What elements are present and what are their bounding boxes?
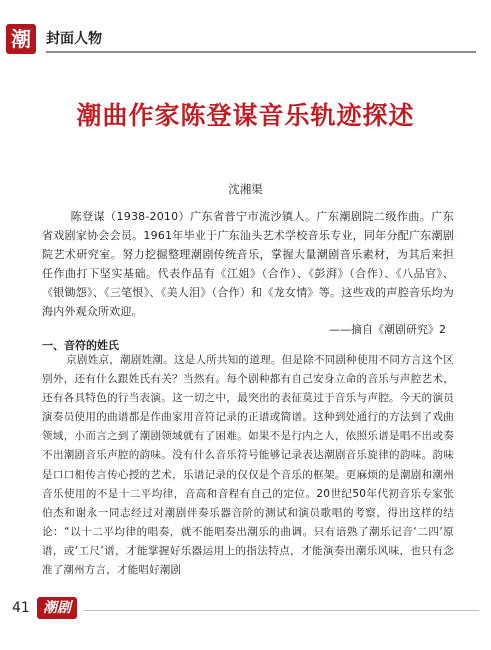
section-heading: 一、音符的姓氏: [42, 339, 119, 352]
author-bio: [42, 207, 454, 322]
article-body: [42, 351, 454, 580]
article-title: 潮曲作家陈登谋音乐轨迹探述: [76, 101, 415, 130]
page-number: 41: [12, 600, 30, 616]
body-paragraph: 京剧姓京，潮剧姓潮。这是人所共知的道理。但是除不同剧种使用不同方言这个区别外，还有什么跟姓氏有关？当然有。每个剧种都有自己安身立命的音乐与声腔艺术，还有各具特色的行当表演。这一切之中，最突出的表征莫过于音乐与声腔。今天的演员演奏员使用的曲谱都是作曲家用音符记录的正谱或简谱。这种到处通行的方法到了戏曲领域，小而言之到了潮剧领域就有了困难。如果不是行内之人，依照乐谱是唱不出或奏不出潮剧音乐声腔的韵味。没有什么音乐符号能够记录表达潮剧音乐旋律的韵味。韵味是口口相传言传心授的艺术，乐谱记录的仅仅是个音乐的框架。更麻烦的是潮剧和潮州音乐使用的不是十二平均律，音高和音程有自己的定位。20世纪50年代初音乐专家张伯杰和谢永一同志经过对潮剧伴奏乐器音阶的测试和演员歌唱的考察，得出这样的结论：“以十二平均律的唱奏，就不能唱奏出潮乐的曲调。只有谙熟了潮乐记音‘二四’原谱，或‘工尺’谱，才能掌握好乐器运用上的指法特点，才能演奏出潮乐风味，也只有念准了潮州方言，才能唱好潮剧: [42, 354, 454, 577]
footer-logo: 潮剧: [37, 597, 77, 619]
bio-paragraph: 陈登谋（1938-2010）广东省普宁市流沙镇人。广东潮剧院二级作曲。广东省戏剧家协会会员。1961年毕业于广东汕头艺术学校音乐专业，同年分配广东潮剧院艺术研究室。努力挖掘整理潮剧传统音乐，掌握大量潮剧音乐素材，为其后来担任作曲打下坚实基础。代表作品有《江姐》（合作）、《彭湃》（合作）、《八品官》、《银锄怨》、《三笔恨》、《美人泪》（合作）和《龙女情》等。这些戏的声腔音乐均为海内外观众所欢迎。: [42, 210, 454, 319]
citation: ——摘自《潮剧研究》2: [329, 323, 446, 336]
header-divider: [46, 51, 476, 53]
magazine-logo: 潮: [6, 24, 36, 54]
footer-divider: [84, 610, 479, 611]
section-label: 封面人物: [46, 31, 102, 47]
article-author: 沈湘渠: [228, 182, 263, 196]
